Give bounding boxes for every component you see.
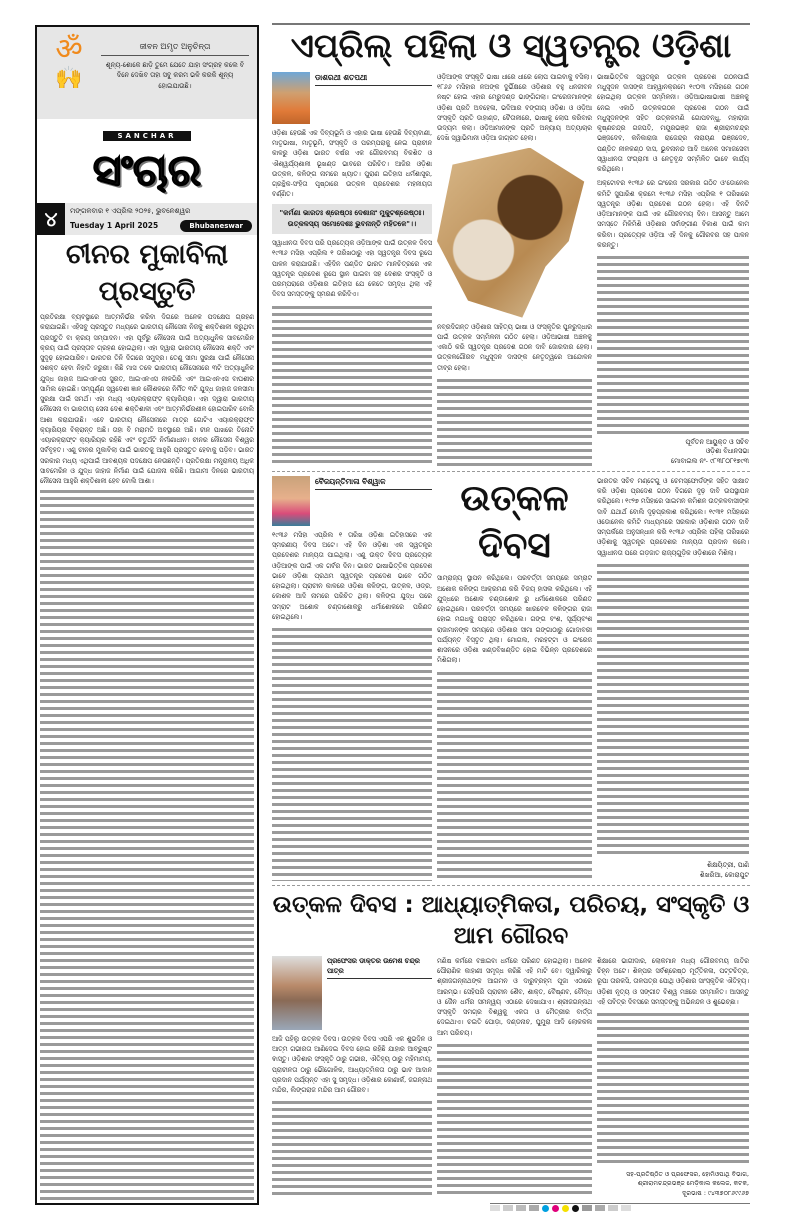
article2: [272, 476, 750, 881]
magenta-mark: [552, 1205, 559, 1212]
thought-box: [37, 27, 257, 119]
article1-col3b-text: ଅକ୍ଟୋବର ୧୯୩୬ ରେ ଇଂରେଜ ସରକାର ଗଠିତ ଓ'ଡୋନେଲ କମିଟି ସୁପାରିଶ କ୍ରମେ ୧୯୩୬ ମସିହା ଏପ୍ରିଲ ୧ ତାରିଖରେ ସ୍ୱତନ୍ତ୍ର ଓଡ଼ିଶା ପ୍ରଦେଶ ଗଠନ ହେଲା। ଏହି ଦିନଟି ଓଡ଼ିଆମାନଙ୍କ ପାଇଁ ଏକ ଗୌରବମୟ ଦିନ। ଆସନ୍ତୁ ଆମେ ସମସ୍ତେ ମିଳିମିଶି ଓଡ଼ିଶାର ସର୍ବାଙ୍ଗୀଣ ବିକାଶ ପାଇଁ କାମ କରିବା। ପ୍ରତ୍ୟେକ ଓଡ଼ିଆ ଏହି ଦିନକୁ ଗୌରବର ସହ ପାଳନ କରନ୍ତୁ।: [597, 179, 749, 249]
article1-col2-cont: [437, 377, 592, 467]
section-divider: [272, 885, 750, 886]
article1-col2: ଓଡ଼ିଆଙ୍କ ସଂସ୍କୃତି ଭାଷା ଧୀରେ ଧୀରେ ଲୋପ ପାଇବାକୁ ବସିଲା। ୧୮୬୬ ମସିହାର ନଅଙ୍କ ଦୁର୍ଭିକ୍ଷରେ ଓଡ଼ିଶାର ବହୁ ଧନଜୀବନ ନଷ୍ଟ ହୋଇ ଏହାର ମେରୁଦଣ୍ଡ ଭାଙ୍ଗିଗଲା। ଇଂରେଜମାନଙ୍କ ଓଡ଼ିଶା ପ୍ରତି ଅବହେଳା, ଭଦିଆର ବଙ୍ଗୀୟ ଓଡ଼ିଶା ଓ ଓଡ଼ିଆ ସଂସ୍କୃତି ପ୍ରତି ଡାହାଣ୍ଡ, ଚୈତାଳୀରେ, ଭାଷାକୁ ଲୋପ କରିବାର ଉଦ୍ୟମ କଲା। ଓଡ଼ିଆମାନଙ୍କ ପ୍ରତି ଅନ୍ୟାୟ ଅତ୍ୟାଚାର ଦେଖି ସ୍ୱାଭିମାନୀ ଓଡ଼ିଆ ଜାଗ୍ରତ ହେଲା।: [437, 72, 592, 143]
article3-headline: ଉତ୍କଳ ଦିବସ : ଆଧ୍ୟାତ୍ମିକତା, ପରିଚୟ, ସଂସ୍କୃତି ଓ ଆମ ଗୌରବ: [272, 891, 750, 949]
article1-signoff: [597, 438, 749, 467]
print-registration-marks: [490, 1203, 750, 1211]
article1-col2b-text: ନବ୍ରଦିଗନ୍ତ ଓଡ଼ିଶାର ସାହିତ୍ୟ ଭାଷା ଓ ସଂସ୍କୃତିର ପୁନରୁଦ୍ଧାର ପାଇଁ ଉତ୍କଳ ସମ୍ମିଳନୀ ଗଠିତ ହେଲା। ଓଡ଼ିଆଭାଷୀ ଅଞ୍ଚଳକୁ ଏକାଠି କରି ସ୍ୱତନ୍ତ୍ର ପ୍ରଦେଶ ଗଠନ ଦାବି ଜୋରଦାର ହେଲା। ଉତ୍କଳଗୌରବ ମଧୁସୂଦନ ଦାସଙ୍କ ନେତୃତ୍ୱରେ ଆନ୍ଦୋଳନ ତୀବ୍ର ହେଲା।: [437, 322, 592, 372]
signoff-line: ଶ୍ରୀରାମଚନ୍ଦ୍ରଭଞ୍ଜ ମେଡ଼ିକାଲ କଲେଜ, କଟକ,: [637, 1180, 749, 1188]
editorial-text-continuation: [40, 488, 254, 1200]
editorial-headline: ଚୀନର ମୁକାବିଲା ପ୍ରସ୍ତୁତି: [65, 239, 229, 307]
edition-city-badge: Bhubaneswar: [180, 220, 252, 233]
article1-pullquote: "କର୍ମଣା ଭାରତଃ ଶ୍ରେଷ୍ଠଃ ଦେଶାନାଂ ମୁକୁଟଶ୍ରେଷ୍ଠଃ। ଉତ୍କଳସ୍ୟ ସମୋଦେଶଃ ଭୁବନାନ୍ତି ମହିତଳେ"।।: [272, 204, 432, 234]
date-english: Tuesday 1 April 2025: [70, 221, 159, 231]
section-divider: [272, 471, 750, 472]
article3-col1: [272, 1099, 432, 1198]
article2-col2-text: ସାମ୍ରାଜ୍ୟ ସ୍ଥାପନ କରିଥିଲେ। ପରବର୍ତ୍ତୀ ସମୟରେ ସମ୍ରାଟ ଅଶୋକ କଳିଙ୍ଗ ଆକ୍ରମଣ କରି ବିଜୟ ହାସଲ କରିଥିଲେ। ଏହି ଯୁଦ୍ଧରେ ଅଶୋକ ଚଣ୍ଡାଶୋକ ରୁ ଧର୍ମାଶୋକରେ ପରିଣତ ହୋଇଥିଲେ। ପରବର୍ତ୍ତୀ ସମୟରେ ଖାରବେଳ କଳିଙ୍ଗର ରାଜା ହୋଇ ମଗଧକୁ ପରାସ୍ତ କରିଥିଲେ। ଗଙ୍ଗ ବଂଶ, ସୂର୍ଯ୍ୟବଂଶ ରାଜାମାନଙ୍କ ସମୟରେ ଓଡ଼ିଶାର ସୀମା ଗଙ୍ଗାଠାରୁ ଗୋଦାବରୀ ପର୍ଯ୍ୟନ୍ତ ବିସ୍ତୃତ ଥିଲା। ମୋଗଲ, ମରହଟ୍ଟା ଓ ଇଂରେଜ ଶାସନରେ ଓଡ଼ିଶା ଖଣ୍ଡବିଖଣ୍ଡିତ ହୋଇ ବିଭିନ୍ନ ପ୍ରଦେଶରେ ମିଶିଗଲା।: [437, 574, 592, 665]
masthead-english: SANCHAR: [103, 131, 190, 141]
article2-col3: [597, 562, 749, 858]
article3-author: ପ୍ରଫେସର ଡାକ୍ତର ଉମେଶ ଚନ୍ଦ୍ର ପାତ୍ର: [327, 956, 432, 979]
article1-headline: ଏପ୍ରିଲ୍ ପହିଲା ଓ ସ୍ୱତନ୍ତ୍ର ଓଡ଼ିଶା: [290, 26, 732, 65]
article2-headline: ଉତ୍କଳ ଦିବସ: [460, 477, 569, 566]
signoff-line: ଓଡ଼ିଶା ବିଧାନସଭା: [705, 447, 749, 456]
article3-col3-text: ଶିକ୍ଷାରେ ଭାଗୀଦାର, ଲୋକମାନ ମଧ୍ୟ ଗୌରବମୟ ଜାତିର ଚିହ୍ନ ଅଟେ। ଶିଳ୍ପର ସର୍ବଶ୍ରେଷ୍ଠ ମୂର୍ତ୍ତିକଳା, ପଟ୍ଟଚିତ୍ର, ରୂପା ତାରକସି, ତାଳପତ୍ର ପୋଥି ଓଡ଼ିଶାର ସାଂସ୍କୃତିକ ଐତିହ୍ୟ। ଓଡ଼ିଶୀ ନୃତ୍ୟ ଓ ସଙ୍ଗୀତ ବିଶ୍ୱ ମଞ୍ଚରେ ସମ୍ମାନିତ। ଆସନ୍ତୁ ଏହି ପବିତ୍ର ଦିବସରେ ସମସ୍ତଙ୍କୁ ଅଭିନନ୍ଦନ ଓ ଶୁଭେଚ୍ଛା।: [597, 956, 749, 1006]
article1-col3-text: ଭାଷାଭିତ୍ତିକ ସ୍ୱତନ୍ତ୍ର ଉତ୍କଳ ପ୍ରଦେଶ ଗଠନପାଇଁ ମଧୁସୂଦନ ଦାସଙ୍କ ଆହ୍ୱାନକ୍ରମେ ୧୯୦୩ ମସିହାରେ ଗଠନ ହୋଇଥିଲା ଉତ୍କଳ ସମ୍ମିଳନୀ। ଓଡ଼ିଆଭାଷାଭାଷୀ ଅଞ୍ଚଳକୁ ନେଇ ଏକାଠି ଉତ୍କଳଗଠନ ପ୍ରଦେଶ ଗଠନ ପାଇଁ ମଧୁସୂଦନଙ୍କ ସହିତ ଉତ୍କଳମଣି ଗୋପବନ୍ଧୁ, ମହାରାଜା କୃଷ୍ଣଚନ୍ଦ୍ର ଗଜପତି, ମୟୂରଭଞ୍ଜ ରାଜା ଶ୍ରୀରାମଚନ୍ଦ୍ର ଭଞ୍ଜଦେବ, କନିକାରାଜା ରାଜେନ୍ଦ୍ର ନାରାୟଣ ଭଞ୍ଜଦେବ, ପଣ୍ଡିତ ନୀଳକଣ୍ଠ ଦାସ, ଭୁବନାନନ୍ଦ ଆଦି ଅନେକ ସମାଜସେବୀ ସ୍ୱାଧୀନତା ସଂଗ୍ରାମୀ ଓ ନେତୃବୃନ୍ଦ ସମ୍ମିଳିତ ଭାବେ କାର୍ଯ୍ୟ କରିଥିଲେ।: [597, 72, 749, 174]
article3-col2-text: ମଣିଷ କର୍ମରେ ବଞ୍ଚାଇବା ଧର୍ମରେ ପରିଣତ ହୋଇଥିଲା। ଅନେକ ପୌରାଣିକ କାହାଣୀ ସମୃଦ୍ଧ କରିଛି ଏହି ମାଟି ବେ। ଦ୍ୱାରିକାରୁ ଶ୍ରୀଜଗନ୍ନାଥଙ୍କ ଆଗମନ ଓ ଦାରୁବ୍ରହ୍ମ ପୂଜା ଏଠାରେ ଆରମ୍ଭ। ସେହିପରି ପ୍ରାଚୀନ ଶୈବ, ଶାକ୍ତ, ବୈଷ୍ଣବ, ବୌଦ୍ଧ ଓ ଜୈନ ଧର୍ମର ସମନ୍ୱୟ ଏଠାରେ ଦେଖାଯାଏ। ଶ୍ରୀଜଗନ୍ନାଥ ସଂସ୍କୃତି ସମଗ୍ର ବିଶ୍ୱକୁ ଏକତା ଓ ମୈତ୍ରୀର ବାର୍ତ୍ତା ଦେଇଥାଏ। ଚଇତି ଘୋଡ଼ା, ଦଣ୍ଡନାଚ, ଘୁମୁରା ଆଦି ଲୋକକଳା ଆମ ପରିଚୟ।: [437, 956, 592, 1037]
editorial-text: ପ୍ରତିରକ୍ଷା ବ୍ୟବସ୍ଥାରେ ଆତ୍ମନିର୍ଭର କରିବା ଦିଗରେ ଅନେକ ପଦକ୍ଷେପ ଗ୍ରହଣ କରାଯାଇଛି। ଏହିସବୁ ପ୍ରସ୍ତୁତ ମଧ୍ୟରେ ଭାରତୀୟ ନୌସେନା ନିଜକୁ ଶକ୍ତିଶାଳୀ କରୁଥିବା ପ୍ରସ୍ତୁତି ବା କ୍ରୟ ସମ୍ପାଦନ। ଏହା ପୂର୍ବରୁ ନୌସେନା ପାଇଁ ଅତ୍ୟାଧୁନିକ ସାବମେରିନ କ୍ରୟ ପାଇଁ ପ୍ରସ୍ତାବ ଗ୍ରହଣ ହୋଇଥିଲା। ଏହା ଦ୍ୱାରା ଭାରତୀୟ ନୌସେନା ଶକ୍ତି ଏବଂ ସୁଦୃଢ଼ ହୋଇପାରିବ। ଭାରତର ତିନି ଦିଗରେ ସମୁଦ୍ର। ତେଣୁ ସୀମା ସୁରକ୍ଷା ପାଇଁ ନୌସେନା ସଶକ୍ତ ହେବା ନିହାତି ଜରୁରୀ। କିଛି ମାସ ତଳେ ଭାରତୀୟ ନୌସେନାରେ ୩ଟି ଅତ୍ୟାଧୁନିକ ଯୁଦ୍ଧ ଜାହାଜ ଆଇଏନଏସ ସୁରତ, ଆଇଏନଏସ ନୀଳଗିରି ଏବଂ ଆଇଏନଏସ ବାଘଶୀର ସାମିଲ ହୋଇଛି। ସମ୍ପୂର୍ଣ୍ଣ ସ୍ୱଦେଶୀ ଜ୍ଞାନ କୌଶଳରେ ନିର୍ମିତ ୩ଟି ଯୁଦ୍ଧ ଜାହାଜ ଜଳସୀମା ସୁରକ୍ଷା ପାଇଁ ସମର୍ଥ। ଏହା ମଧ୍ୟ ଏୟାରକ୍ରାଫ୍ଟ କ୍ୟାରିୟର। ଏହା ଦ୍ୱାରା ଭାରତୀୟ ନୌସେନା ବା ଭାରତୀୟ ସେନା ଦେଶ ଶକ୍ତିଶାଳୀ ଏବଂ ଆତ୍ମନିର୍ଭରଶୀଳ ହୋଇପାରିବ ବୋଲି ଆଶା କରାଯାଉଛି। ଏବେ ଭାରତୀୟ ନୌସେନାରେ ମାତ୍ର ଗୋଟିଏ ଏୟାରକ୍ରାଫ୍ଟ କ୍ୟାରିୟର ବିକ୍ରାନ୍ତ ଅଛି। ତାହା ବି ମରାମତି ଅବସ୍ଥାରେ ଅଛି। ଚୀନ ପାଖରେ ତିନୋଟି ଏୟାରକ୍ରାଫ୍ଟ କ୍ୟାରିୟର ରହିଛି ଏବଂ ଚତୁର୍ଥଟି ନିର୍ମାଣାଧୀନ। ଚୀନର ନୌସେନା ବିଶ୍ୱର ସର୍ବବୃହତ। ଏଣୁ ଚୀନର ମୁକାବିଲା ପାଇଁ ଭାରତକୁ ଆହୁରି ପ୍ରସ୍ତୁତ ହେବାକୁ ପଡ଼ିବ। ଭାରତ ସରକାର ମଧ୍ୟ ଏଥିପାଇଁ ଆବଶ୍ୟକ ପଦକ୍ଷେପ ନେଉଛନ୍ତି। ପ୍ରତିରକ୍ଷା ମନ୍ତ୍ରାଳୟ ଅଧିକ ସାବମେରିନ ଓ ଯୁଦ୍ଧ ଜାହାଜ ନିର୍ମାଣ ପାଇଁ ଯୋଜନା କରିଛି। ଆଗାମୀ ଦିନରେ ଭାରତୀୟ ନୌସେନା ଆହୁରି ଶକ୍ତିଶାଳୀ ହେବ ବୋଲି ଆଶା।: [40, 313, 254, 486]
article2-col1: [272, 626, 432, 881]
signoff-line: ଶିଖରିଆ, କୋରାପୁଟ: [699, 871, 749, 880]
om-hands-logo-icon: ॐ 🙌: [55, 32, 83, 91]
date-bar: [37, 203, 257, 235]
black-mark: [572, 1205, 579, 1212]
article2-signoff: [597, 861, 749, 881]
article3-author-photo: [272, 956, 322, 1030]
date-odia: ମଙ୍ଗଳବାର ୧ ଏପ୍ରିଲ ୨୦୨୫, ଭୁବନେଶ୍ୱର: [70, 207, 191, 216]
thought-text: ଶୂନ୍ୟ-ଶୋକେ ଛାଡ଼ି ତୁମେ ଯେତେ ଯାହା ସଂଗ୍ରହ କଲେ ବି ଦିନେ ଦେଖିବ ତାହା ସବୁ କରମ ଭଳି କରକି ଶୂନ୍ୟ ହୋଇଯାଉଛି।: [105, 61, 245, 90]
article1-col1-cont: [272, 304, 432, 467]
masthead-odia: ସଂଚାର: [92, 145, 202, 196]
editorial-body: [37, 312, 257, 1203]
cyan-mark: [542, 1205, 549, 1212]
article3-col3: [597, 1011, 749, 1166]
odisha-map-collage-image: [437, 148, 592, 318]
thought-title: ଜୀବନ ଅମୃତ ଅନୁଚିନ୍ତା: [101, 41, 249, 56]
article2-col1-text: ୧୯୩୬ ମସିହା ଏପ୍ରିଲ ୧ ତାରିଖ ଓଡ଼ିଶା ଇତିହାସରେ ଏକ ସ୍ମରଣୀୟ ଦିବସ ଅଟେ। ଏହି ଦିନ ଓଡ଼ିଶା ଏକ ସ୍ୱତନ୍ତ୍ର ପ୍ରଦେଶର ମାନ୍ୟତା ପାଇଥିଲା। ଏଣୁ ଉକ୍ତ ଦିବସ ପ୍ରତ୍ୟେକ ଓଡ଼ିଆଙ୍କ ପାଇଁ ଏକ ଗର୍ବର ଦିନ। ଭାରତ ଭାଷାଭିତ୍ତିକ ପ୍ରଦେଶ ଭାବେ ଓଡ଼ିଶା ପ୍ରଥମ ସ୍ୱତନ୍ତ୍ର ପ୍ରଦେଶ ଭାବେ ଗଠିତ ହୋଇଥିଲା। ପ୍ରାଚୀନ କାଳରେ ଓଡ଼ିଶା କଳିଙ୍ଗ, ଉତ୍କଳ, ଓଡ୍ର, କୋଶଳ ଆଦି ନାମରେ ପରିଚିତ ଥିଲା। କଳିଙ୍ଗ ଯୁଦ୍ଧ ପରେ ସମ୍ରାଟ ଅଶୋକ ଚଣ୍ଡାଶୋକରୁ ଧର୍ମାଶୋକରେ ପରିଣତ ହୋଇଥିଲେ।: [272, 530, 432, 621]
signoff-line: ଶିକ୍ଷୟିତ୍ରୀ, ପାଣି: [707, 861, 749, 870]
article3-col1-text: ଆଜି ପହିଲୁ ଉତ୍କଳ ଦିବସ। ଉତ୍କଳ ଦିବସ ଏପରି ଏକ ଶୁଭଦିନ ଓ ଆତ୍ମ ଗଭୀରତା ଆଣିଦେଇ ଦିବସ ହୋଇ ରହିଛି ଯାହାର ଆବ୍ରୁଷ୍ଟ ଵାସ୍ତୁ। ଓଡ଼ିଶାର ସଂସ୍କୃତି ଠାରୁ ଗଭୀର, ଐତିହ୍ୟ ଠାରୁ ମହିମାମୟ, ପ୍ରାଚୀନତା ଠାରୁ ଭୌଗୋଳିକ, ଆଧ୍ୟାତ୍ମିକତା ଠାରୁ ଭାବ ଆଦାନ ପ୍ରଦାନ ପର୍ଯ୍ୟନ୍ତ ଏହା ସୁ ସମୃଦ୍ଧ। ଓଡ଼ିଶାର କୋଣାର୍କ, ଜଗନ୍ନାଥ ମନ୍ଦିର, ଲିଙ୍ଗରାଜ ମନ୍ଦିର ଆମ ଗୌରବ।: [272, 1034, 432, 1095]
article3: [272, 956, 750, 1198]
signoff-line: ସହ-ପ୍ରତିଷ୍ଠିତ ଓ ପ୍ରଫେସର, ହୋମିଓପାଥି ବିଭାଗ,: [626, 1171, 749, 1179]
article1-author: ଡାଶରଥୀ ଶତପଥୀ: [315, 72, 432, 86]
article3-col2: [437, 1042, 592, 1198]
article2-col2: [437, 670, 592, 881]
article1-col1b-text: ସ୍ୱାଧୀନତା ଦିବସ ପରି ପ୍ରତ୍ୟେକ ଓଡ଼ିଆଙ୍କ ପାଇଁ ଉତ୍କଳ ଦିବସ ୧୯୩୬ ମସିହା ଏପ୍ରିଲ ୧ ତାରିଖଠାରୁ ଏହା ସ୍ୱତନ୍ତ୍ର ଦିବସ ରୂପେ ପାଳନ କରାଯାଉଛି। ଏହିଦିନ ପଣ୍ଡିତ ଭାରତ ମାନଚିତ୍ରରେ ଏକ ସ୍ୱତନ୍ତ୍ର ପ୍ରଦେଶ ରୂପେ ସ୍ଥାନ ପାଇବା ସହ ଦେଶର ସଂସ୍କୃତି ଓ ପରମ୍ପରାରେ ଓଡ଼ିଶାର ଇତିହାସ ଯେ କେତେ ସମୃଦ୍ଧ ଥିଲା ଏହି ଦିବସ ସମସ୍ତଙ୍କୁ ସ୍ମରଣ କରିଦିଏ।: [272, 239, 432, 299]
right-articles: [272, 23, 750, 1198]
page-number: ୪: [37, 203, 65, 235]
signoff-line: ପୂର୍ବତନ ଆୟୁକ୍ତ ଓ ସଚିବ: [685, 437, 749, 446]
article2-author: ବୈଜୟନ୍ତିମାଳା ବିଶ୍ୱାଳ: [315, 476, 432, 490]
left-column-frame: [35, 25, 259, 1205]
article3-signoff: [597, 1170, 749, 1198]
article1-author-photo: [272, 72, 310, 124]
masthead-logo: [37, 119, 257, 203]
article2-author-photo: [272, 476, 310, 526]
signoff-line: ଦୂରଭାଷ : ୯୪୩୭୦୮୬୯୯୬୭: [682, 1189, 749, 1197]
signoff-line: ମୋବାଇଲ ନଂ- ୯୮୩୮୦୮୧୭୯୩: [670, 457, 749, 466]
article1-col3: [597, 254, 749, 434]
article2-col3-text: ଭାରତର ସଚିବ ମଣ୍ଟେଗୁ ଓ ଚେମସ୍‌ଫୋର୍ଡଙ୍କ ସହିତ ସାକ୍ଷାତ କରି ଓଡ଼ିଶା ପ୍ରଦେଶ ଗଠନ ଦିଗରେ ଦୃଢ଼ ଦାବି ଉପସ୍ଥାପନ କରିଥିଲେ। ୧୯୨୭ ମସିହାରେ ସାଇମନ କମିଶନ ଉତ୍କଳବାସୀଙ୍କ ଦାବି ଯଥାର୍ଥ ବୋଲି ଦୃଢ଼ପ୍ରକାଶ କରିଥିଲେ। ୧୯୩୧ ମସିହାରେ ଓଡୋନେଲ କମିଟି ମାଧ୍ୟମରେ ସରକାର ଓଡ଼ିଶାର ଗଠନ ଦାବି ସମ୍ପର୍କରେ ଅନୁସନ୍ଧାନ କରି ୧୯୩୬ ଏପ୍ରିଲ ପହିଲା ତାରିଖରେ ଓଡ଼ିଶାକୁ ସ୍ୱତନ୍ତ୍ର ପ୍ରଦେଶର ମାନ୍ୟତା ପ୍ରଦାନ କଲେ। ସ୍ୱାଧୀନତା ପରେ ଗଡ଼ଜାତ ରାଜ୍ୟଗୁଡ଼ିକ ଓଡ଼ିଶାରେ ମିଶିଲା।: [597, 476, 749, 557]
yellow-mark: [562, 1205, 569, 1212]
article1-col1: ଓଡ଼ିଶା ହେଉଛି ଏକ ଦିବ୍ୟଭୂମି ଓ ଏହାର ଭାଷା ହେଉଛି ଦିବ୍ୟବାଣୀ, ମାତୃଭାଷା, ମାତୃଭୂମି, ସଂସ୍କୃତି ଓ ପରମ୍ପରାକୁ ନେଇ ପ୍ରାଚୀନ କାଳରୁ ଓଡ଼ିଶା ଭାରତ ବର୍ଷର ଏକ ଗୌରବମୟ ବିକଶିତ ଓ ଐଶ୍ୱର୍ଯ୍ୟଶାଳୀ ଭୂଖଣ୍ଡ ଭାବରେ ପରିଚିତ। ଆଜିର ଓଡ଼ିଶା ଉତ୍କଳ, କଳିଙ୍ଗ ନାମରେ ଖ୍ୟାତ। ପୁରାଣ ଇତିହାସ ଧର୍ମଶାସ୍ତ୍ର, ଗ୍ରନ୍ଥିକ-ସଂହିତା ପୃଷ୍ଠାରେ ଉତ୍କଳ ପ୍ରଦେଶର ମହନୀୟତା ବର୍ଣ୍ଣିତ।: [272, 128, 432, 199]
article1: [272, 72, 750, 467]
